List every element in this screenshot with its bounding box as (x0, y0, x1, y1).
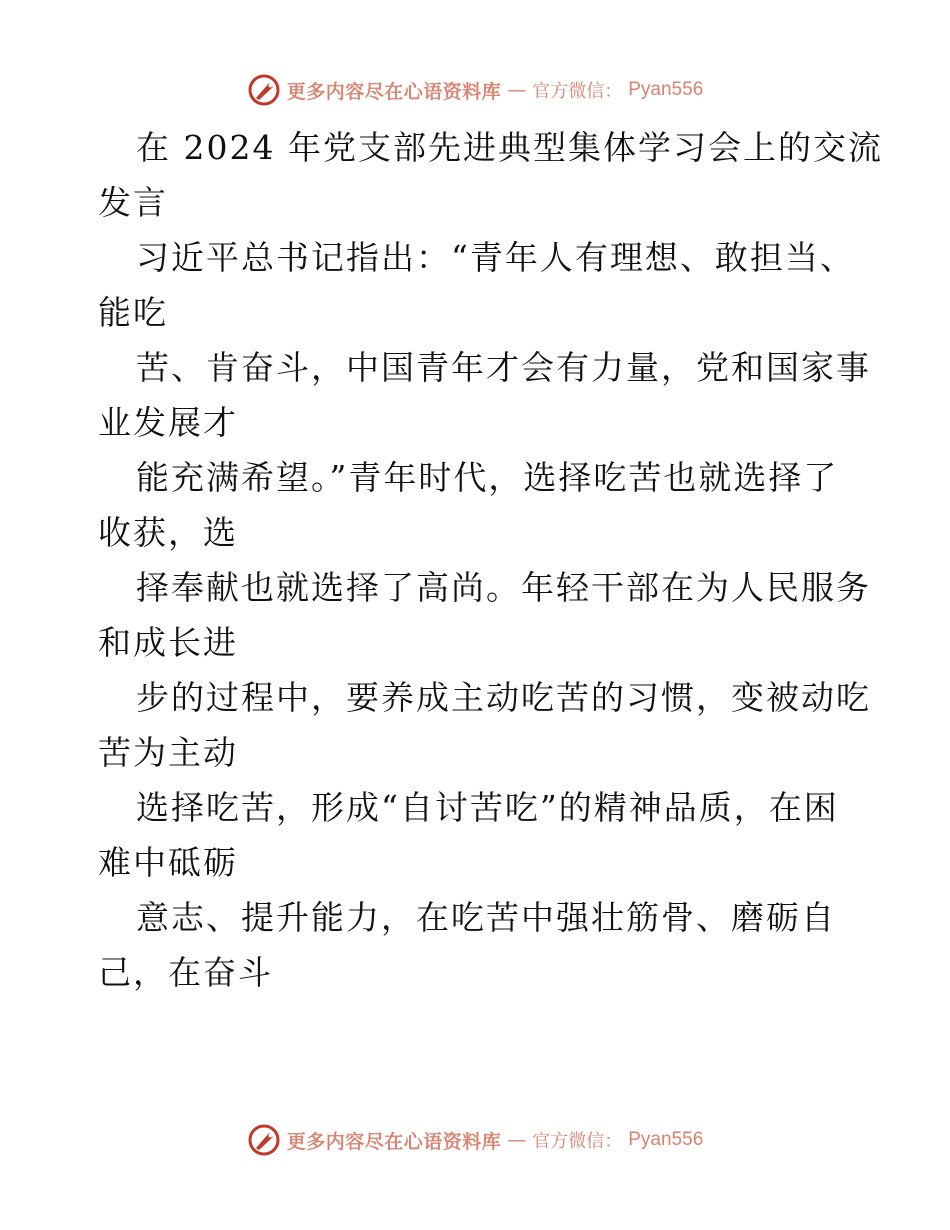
watermark-id: Pyan556 (628, 79, 704, 100)
watermark-text: 更多内容尽在心语资料库 (286, 80, 502, 103)
text-line: 苦、肯奋斗，中国青年才会有力量，党和国家事 (136, 348, 871, 387)
watermark-dash: — (507, 1129, 527, 1151)
watermark-id: Pyan556 (628, 1129, 704, 1150)
document-body (98, 120, 883, 1000)
text-line: 苦为主动 (98, 733, 238, 772)
watermark-dash: — (507, 79, 527, 101)
text-line: 能吃 (98, 293, 168, 332)
header-watermark (0, 70, 950, 110)
text-line: 发言 (98, 183, 168, 222)
text-line: 难中砥砺 (98, 843, 238, 882)
footer-watermark (0, 1120, 950, 1160)
text-line: 己，在奋斗 (98, 953, 273, 992)
text-line: 习近平总书记指出：“青年人有理想、敢担当、 (136, 238, 855, 277)
text-line: 收获，选 (98, 513, 238, 552)
watermark-sub: 官方微信： (532, 81, 623, 102)
text-line: 能充满希望。”青年时代，选择吃苦也就选择了 (136, 458, 839, 497)
watermark-sub: 官方微信： (532, 1131, 623, 1152)
text-line: 在 2024 年党支部先进典型集体学习会上的交流 (136, 128, 883, 167)
text-line: 业发展才 (98, 403, 238, 442)
text-line: 和成长进 (98, 623, 238, 662)
pen-nib-logo-icon (247, 1123, 281, 1157)
text-line: 择奉献也就选择了高尚。年轻干部在为人民服务 (136, 568, 871, 607)
text-line: 意志、提升能力，在吃苦中强壮筋骨、磨砺自 (136, 898, 836, 937)
text-line: 选择吃苦，形成“自讨苦吃”的精神品质，在困 (136, 788, 839, 827)
text-line: 步的过程中，要养成主动吃苦的习惯，变被动吃 (136, 678, 871, 717)
pen-nib-logo-icon (247, 73, 281, 107)
watermark-text: 更多内容尽在心语资料库 (286, 1130, 502, 1153)
